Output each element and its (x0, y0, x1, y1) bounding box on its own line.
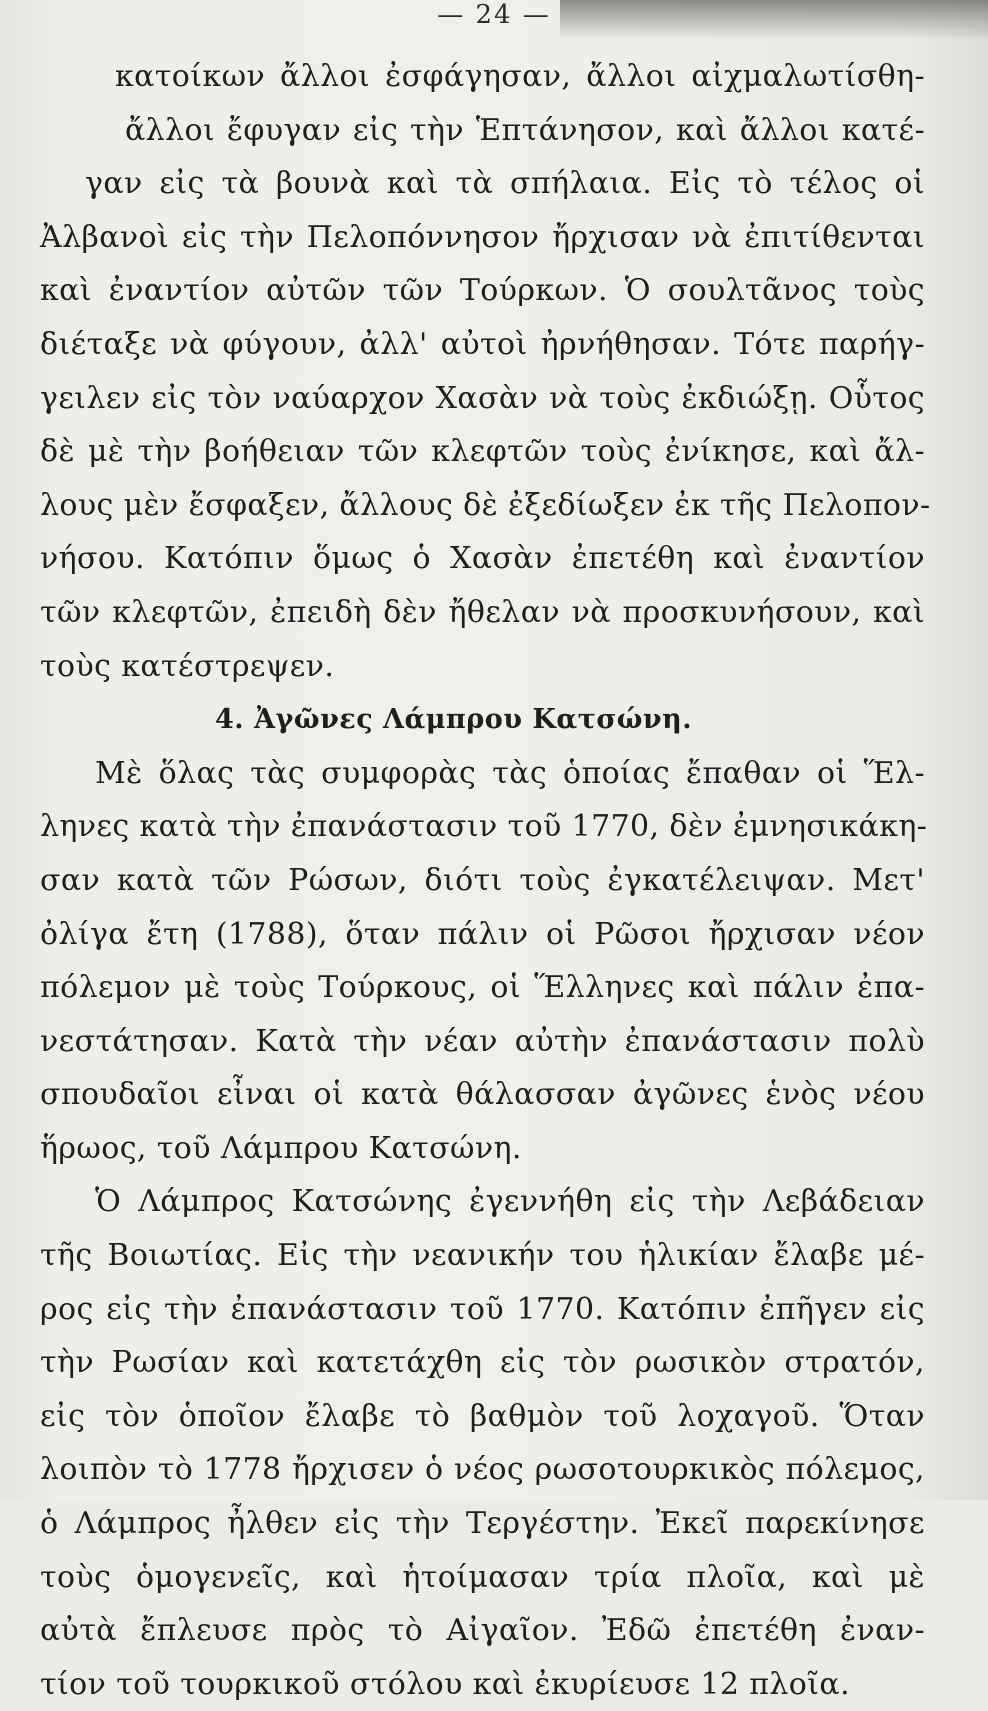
text-line: τοὺς κατέστρεψεν. (40, 648, 335, 684)
text-line: σπουδαῖοι εἶναι οἱ κατὰ θάλασσαν ἀγῶνες ἑνὸς νέου (40, 1077, 925, 1113)
text-line: ὀλίγα ἔτη (1788), ὅταν πάλιν οἱ Ρῶσοι ἤρχισαν νέον (40, 916, 925, 952)
text-line: ρος εἰς τὴν ἐπανάστασιν τοῦ 1770. Κατόπιν ἐπῆγεν εἰς (40, 1291, 925, 1327)
text-line: τίον τοῦ τουρκικοῦ στόλου καὶ ἐκυρίευσε 12 πλοῖα. (40, 1666, 851, 1702)
text-line: γειλεν εἰς τὸν ναύαρχον Χασὰν νὰ τοὺς ἐκδιώξῃ. Οὗτος (40, 380, 925, 416)
text-line: διέταξε νὰ φύγουν, ἀλλ' αὐτοὶ ἠρνήθησαν. Τότε παρήγ- (40, 326, 925, 362)
text-line: ληνες κατὰ τὴν ἐπανάστασιν τοῦ 1770, δὲν ἐμνησικάκη- (40, 809, 928, 845)
text-line: Ἀλβανοὶ εἰς τὴν Πελοπόννησον ἤρχισαν νὰ ἐπιτίθενται (40, 219, 925, 255)
text-line: γαν εἰς τὰ βουνὰ καὶ τὰ σπήλαια. Εἰς τὸ τέλος οἱ (85, 166, 925, 202)
text-line: εἰς τὸν ὁποῖον ἔλαβε τὸ βαθμὸν τοῦ λοχαγοῦ. Ὅταν (40, 1398, 925, 1434)
text-line: ὁ Λάμπρος ἦλθεν εἰς τὴν Τεργέστην. Ἐκεῖ παρεκίνησε (40, 1506, 925, 1542)
text-line: αὐτὰ ἔπλευσε πρὸς τὸ Αἰγαῖον. Ἐδῶ ἐπετέθη ἐναν- (40, 1613, 925, 1649)
text-line: σαν κατὰ τῶν Ρώσων, διότι τοὺς ἐγκατέλειψαν. Μετ' (40, 862, 925, 898)
page-number: — 24 — (437, 0, 551, 30)
text-line: τῶν κλεφτῶν, ἐπειδὴ δὲν ἤθελαν νὰ προσκυνήσουν, καὶ (40, 594, 925, 630)
section-heading: 4. Ἀγῶνες Λάμπρου Κατσώνη. (215, 704, 693, 736)
text-line: Μὲ ὅλας τὰς συμφορὰς τὰς ὁποίας ἔπαθαν οἱ Ἕλ- (95, 755, 925, 791)
text-line: κατοίκων ἄλλοι ἐσφάγησαν, ἄλλοι αἰχμαλωτίσθη- (115, 59, 925, 94)
text-line: τοὺς ὁμογενεῖς, καὶ ἡτοίμασαν τρία πλοῖα, καὶ μὲ (40, 1559, 925, 1595)
text-line: ἥρωος, τοῦ Λάμπρου Κατσώνη. (40, 1130, 522, 1166)
text-line: λοιπὸν τὸ 1778 ἤρχισεν ὁ νέος ρωσοτουρκικὸς πόλεμος, (40, 1452, 925, 1488)
text-line: καὶ ἐναντίον αὐτῶν τῶν Τούρκων. Ὁ σουλτᾶνος τοὺς (40, 273, 925, 309)
text-line: Ὁ Λάμπρος Κατσώνης ἐγεννήθη εἰς τὴν Λεβάδειαν (95, 1184, 925, 1220)
text-line: ἄλλοι ἔφυγαν εἰς τὴν Ἑπτάνησον, καὶ ἄλλοι κατέ- (125, 112, 925, 148)
text-line: τῆς Βοιωτίας. Εἰς τὴν νεανικήν του ἡλικίαν ἔλαβε μέ- (40, 1238, 925, 1274)
text-line: πόλεμον μὲ τοὺς Τούρκους, οἱ Ἕλληνες καὶ πάλιν ἐπα- (40, 970, 925, 1006)
text-line: νεστάτησαν. Κατὰ τὴν νέαν αὐτὴν ἐπανάστασιν πολὺ (40, 1023, 925, 1059)
text-line: νήσου. Κατόπιν ὅμως ὁ Χασὰν ἐπετέθη καὶ ἐναντίον (40, 541, 925, 577)
text-block (40, 50, 931, 1711)
text-line: δὲ μὲ τὴν βοήθειαν τῶν κλεφτῶν τοὺς ἐνίκησε, καὶ ἄλ- (40, 434, 925, 470)
text-line: τὴν Ρωσίαν καὶ κατετάχθη εἰς τὸν ρωσικὸν στρατόν, (40, 1345, 925, 1381)
text-line: λους μὲν ἔσφαξεν, ἄλλους δὲ ἐξεδίωξεν ἐκ τῆς Πελοπον- (40, 487, 931, 523)
